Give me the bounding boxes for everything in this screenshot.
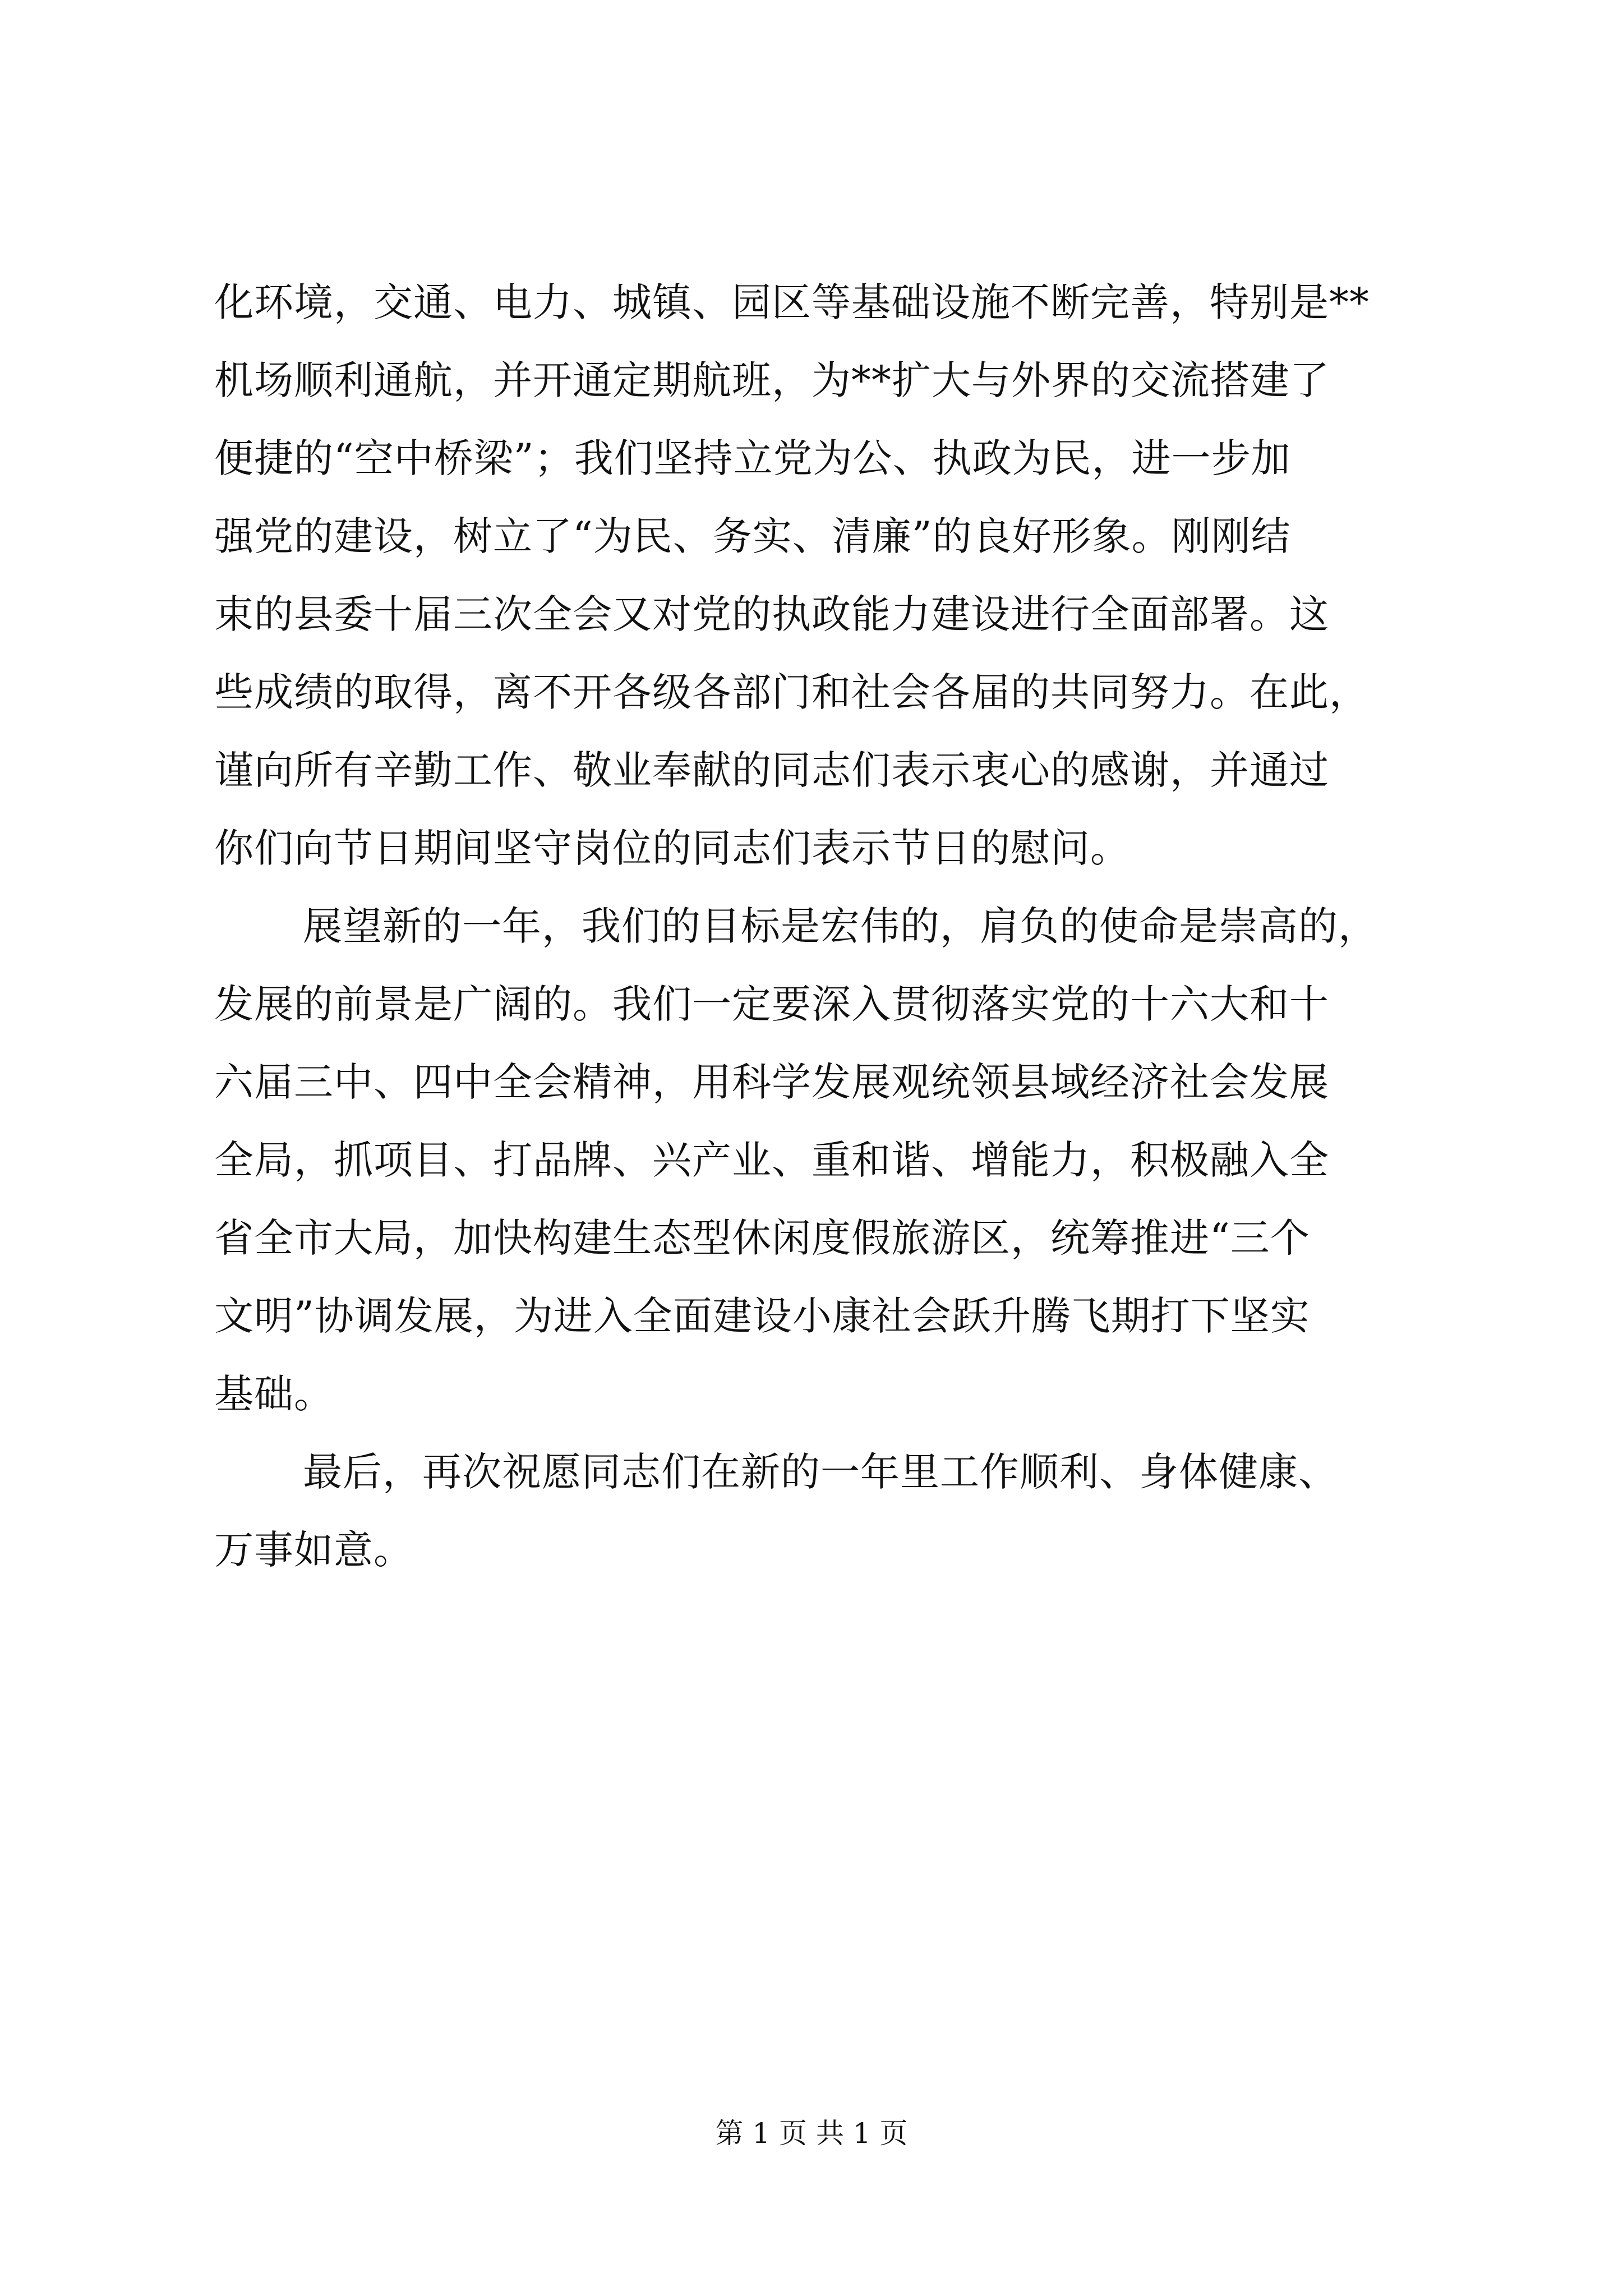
- text-line: 你们向节日期间坚守岗位的同志们表示节日的慰问。: [214, 825, 1130, 871]
- text-line: 六届三中、四中全会精神，用科学发展观统领县域经济社会发展: [214, 1059, 1329, 1105]
- text-line: 些成绩的取得，离不开各级各部门和社会各届的共同努力。在此，: [214, 669, 1369, 715]
- text-line: 便捷的“空中桥梁”；我们坚持立党为公、执政为民，进一步加: [214, 435, 1291, 481]
- text-line: 全局，抓项目、打品牌、兴产业、重和谐、增能力，积极融入全: [214, 1137, 1329, 1183]
- document-body: [214, 264, 1420, 1589]
- paragraph-2: [214, 887, 1420, 1433]
- text-line: 省全市大局，加快构建生态型休闲度假旅游区，统筹推进“三个: [214, 1215, 1310, 1261]
- paragraph-3: [214, 1433, 1420, 1589]
- text-line: 束的县委十届三次全会又对党的执政能力建设进行全面部署。这: [214, 591, 1329, 637]
- text-line: 基础。: [214, 1371, 334, 1417]
- page-number-label: 第 1 页 共 1 页: [715, 2117, 908, 2150]
- text-line: 文明”协调发展，为进入全面建设小康社会跃升腾飞期打下坚实: [214, 1293, 1310, 1339]
- page-footer: [0, 2114, 1623, 2153]
- text-line: 展望新的一年，我们的目标是宏伟的，肩负的使命是崇高的，: [303, 903, 1378, 949]
- text-line: 最后，再次祝愿同志们在新的一年里工作顺利、身体健康、: [303, 1449, 1338, 1495]
- paragraph-1: [214, 264, 1420, 887]
- text-line: 发展的前景是广阔的。我们一定要深入贯彻落实党的十六大和十: [214, 981, 1329, 1027]
- text-line: 机场顺利通航，并开通定期航班，为**扩大与外界的交流搭建了: [214, 357, 1330, 403]
- text-line: 强党的建设，树立了“为民、务实、清廉”的良好形象。刚刚结: [214, 513, 1291, 559]
- text-line: 万事如意。: [214, 1527, 413, 1573]
- text-line: 谨向所有辛勤工作、敬业奉献的同志们表示衷心的感谢，并通过: [214, 747, 1329, 793]
- text-line: 化环境，交通、电力、城镇、园区等基础设施不断完善，特别是**: [214, 279, 1370, 325]
